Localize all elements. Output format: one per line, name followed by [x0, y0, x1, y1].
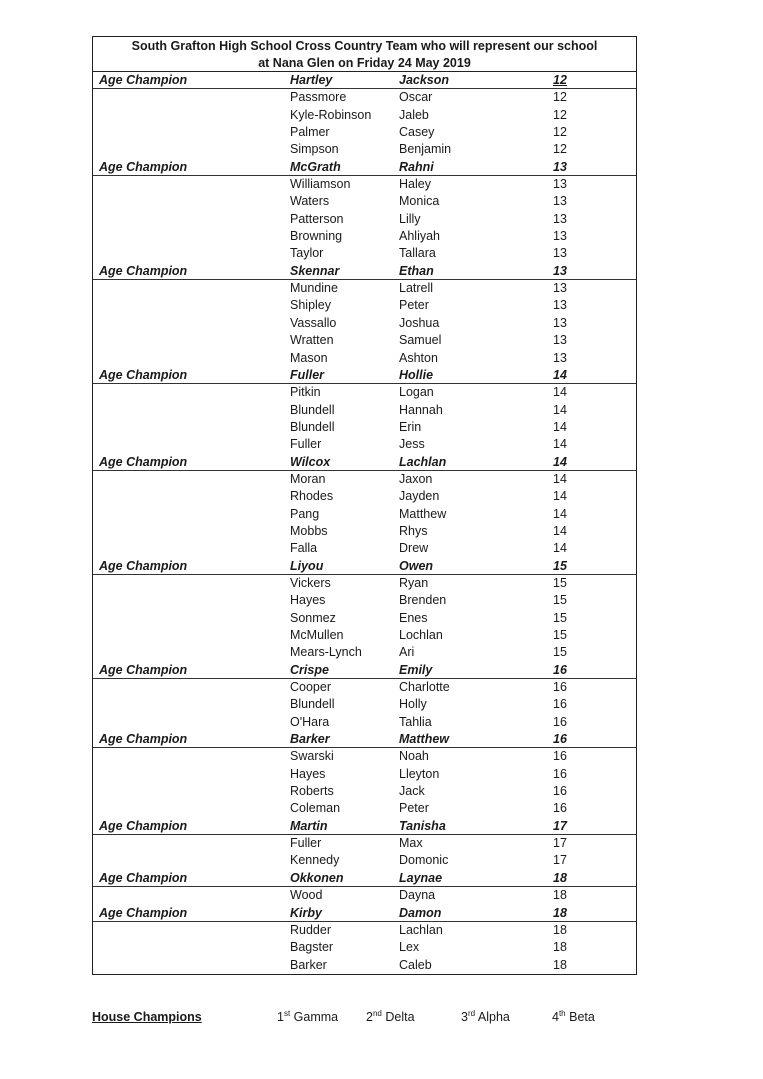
surname-cell: Hayes — [290, 593, 326, 608]
place-number: 2 — [366, 1010, 373, 1024]
age-cell: 14 — [553, 523, 567, 538]
age-cell: 12 — [553, 73, 567, 87]
first-name-cell: Lachlan — [399, 922, 443, 937]
first-name-cell: Rahni — [399, 159, 434, 174]
table-title — [93, 37, 636, 72]
member-row — [93, 523, 636, 540]
first-name-cell: Emily — [399, 662, 433, 677]
surname-cell: Moran — [290, 471, 326, 486]
age-cell: 13 — [553, 159, 567, 174]
age-cell: 14 — [553, 367, 567, 382]
first-name-cell: Matthew — [399, 506, 447, 521]
first-name-cell: Lleyton — [399, 766, 440, 781]
surname-cell: Mears-Lynch — [290, 645, 362, 660]
surname-cell: Bagster — [290, 940, 334, 955]
champion-label: Age Champion — [99, 367, 188, 382]
age-cell: 13 — [553, 298, 567, 313]
age-cell: 16 — [553, 714, 567, 729]
surname-cell: Mason — [290, 350, 328, 365]
first-name-cell: Brenden — [399, 593, 447, 608]
member-row — [93, 696, 636, 713]
member-row — [93, 575, 636, 592]
age-cell: 13 — [553, 281, 567, 296]
surname-cell: Rhodes — [290, 489, 334, 504]
first-name-cell: Jess — [399, 437, 425, 452]
first-name-cell: Ryan — [399, 575, 429, 590]
first-name-cell: Haley — [399, 177, 431, 192]
first-name-cell: Monica — [399, 194, 440, 209]
member-row — [93, 384, 636, 401]
house-place-3 — [461, 1008, 510, 1026]
house-champions — [92, 1008, 652, 1026]
age-cell: 15 — [553, 628, 567, 642]
age-cell: 14 — [553, 402, 567, 417]
champion-row — [93, 870, 636, 887]
first-name-cell: Casey — [399, 125, 435, 140]
age-cell: 16 — [553, 680, 567, 695]
surname-cell: Vassallo — [290, 315, 337, 330]
champion-label: Age Champion — [99, 263, 188, 278]
member-row — [93, 436, 636, 453]
first-name-cell: Jaleb — [399, 107, 429, 122]
surname-cell: Taylor — [290, 246, 324, 261]
member-row — [93, 922, 636, 939]
age-cell: 13 — [553, 263, 567, 278]
surname-cell: McGrath — [290, 159, 341, 174]
age-cell: 18 — [553, 870, 567, 885]
champion-row — [93, 558, 636, 575]
age-cell: 13 — [553, 229, 567, 244]
member-row — [93, 852, 636, 869]
first-name-cell: Erin — [399, 419, 422, 434]
champion-label: Age Champion — [99, 159, 188, 174]
surname-cell: Blundell — [290, 697, 335, 712]
member-row — [93, 228, 636, 245]
first-name-cell: Enes — [399, 610, 428, 625]
team-table — [92, 36, 637, 975]
champion-label: Age Champion — [99, 905, 188, 920]
age-cell: 13 — [553, 211, 567, 226]
age-cell: 17 — [553, 818, 567, 833]
surname-cell: Wood — [290, 888, 323, 903]
surname-cell: Falla — [290, 541, 318, 556]
champion-row — [93, 662, 636, 679]
age-cell: 13 — [553, 333, 567, 348]
champion-label: Age Champion — [99, 732, 188, 747]
first-name-cell: Lochlan — [399, 628, 443, 642]
first-name-cell: Lilly — [399, 211, 421, 226]
age-cell: 16 — [553, 766, 567, 781]
surname-cell: Crispe — [290, 662, 329, 677]
house-place-1 — [277, 1008, 338, 1026]
age-cell: 14 — [553, 541, 567, 556]
place-number: 3 — [461, 1010, 468, 1024]
first-name-cell: Ari — [399, 645, 415, 660]
champion-row — [93, 731, 636, 748]
house-place-2 — [366, 1008, 415, 1026]
surname-cell: Cooper — [290, 680, 331, 695]
member-row — [93, 714, 636, 731]
first-name-cell: Owen — [399, 558, 434, 573]
champion-row — [93, 367, 636, 384]
place-number: 4 — [552, 1010, 559, 1024]
first-name-cell: Laynae — [399, 870, 443, 885]
member-row — [93, 679, 636, 696]
member-row — [93, 766, 636, 783]
surname-cell: Patterson — [290, 211, 344, 226]
age-cell: 16 — [553, 697, 567, 712]
age-cell: 15 — [553, 610, 567, 625]
age-cell: 18 — [553, 922, 567, 937]
surname-cell: Sonmez — [290, 610, 336, 625]
house-name: Alpha — [477, 1010, 510, 1024]
surname-cell: Hartley — [290, 73, 333, 87]
first-name-cell: Ashton — [399, 350, 438, 365]
first-name-cell: Dayna — [399, 888, 436, 903]
age-cell: 16 — [553, 784, 567, 799]
surname-cell: Coleman — [290, 801, 341, 816]
champion-row — [93, 454, 636, 471]
age-cell: 15 — [553, 558, 567, 573]
house-name: Beta — [569, 1010, 595, 1024]
table-body — [93, 72, 636, 974]
age-cell: 12 — [553, 90, 567, 105]
surname-cell: Blundell — [290, 402, 335, 417]
member-row — [93, 124, 636, 141]
surname-cell: Mobbs — [290, 523, 328, 538]
first-name-cell: Charlotte — [399, 680, 450, 695]
title-line-1: South Grafton High School Cross Country Team who will represent our school — [131, 39, 598, 53]
age-cell: 14 — [553, 506, 567, 521]
member-row — [93, 540, 636, 557]
member-row — [93, 245, 636, 262]
house-name: Gamma — [293, 1010, 339, 1024]
age-cell: 16 — [553, 749, 567, 764]
champion-label: Age Champion — [99, 870, 188, 885]
surname-cell: Browning — [290, 229, 343, 244]
first-name-cell: Oscar — [399, 90, 433, 105]
first-name-cell: Joshua — [399, 315, 440, 330]
champion-row — [93, 905, 636, 922]
first-name-cell: Rhys — [399, 523, 428, 538]
first-name-cell: Tallara — [399, 246, 436, 261]
surname-cell: Simpson — [290, 142, 339, 157]
member-row — [93, 176, 636, 193]
surname-cell: Fuller — [290, 836, 322, 851]
surname-cell: Kennedy — [290, 853, 340, 868]
first-name-cell: Caleb — [399, 957, 432, 972]
surname-cell: Waters — [290, 194, 330, 209]
member-row — [93, 211, 636, 228]
age-cell: 13 — [553, 177, 567, 192]
champion-row — [93, 72, 636, 89]
surname-cell: Martin — [290, 818, 328, 833]
surname-cell: Wratten — [290, 333, 334, 348]
surname-cell: Shipley — [290, 298, 331, 313]
surname-cell: Fuller — [290, 437, 322, 452]
first-name-cell: Domonic — [399, 853, 449, 868]
member-row — [93, 332, 636, 349]
first-name-cell: Holly — [399, 697, 427, 712]
member-row — [93, 107, 636, 124]
first-name-cell: Ahliyah — [399, 229, 440, 244]
age-cell: 13 — [553, 246, 567, 261]
member-row — [93, 506, 636, 523]
member-row — [93, 315, 636, 332]
surname-cell: O'Hara — [290, 714, 330, 729]
member-row — [93, 592, 636, 609]
surname-cell: Palmer — [290, 125, 330, 140]
member-row — [93, 627, 636, 644]
member-row — [93, 297, 636, 314]
house-name: Delta — [385, 1010, 415, 1024]
title-line-2: at Nana Glen on Friday 24 May 2019 — [258, 56, 471, 70]
surname-cell: Swarski — [290, 749, 334, 764]
first-name-cell: Matthew — [399, 732, 449, 747]
first-name-cell: Ethan — [399, 263, 434, 278]
first-name-cell: Tahlia — [399, 714, 432, 729]
place-suffix: th — [558, 1009, 566, 1018]
member-row — [93, 471, 636, 488]
champion-label: Age Champion — [99, 73, 188, 87]
age-cell: 14 — [553, 385, 567, 400]
house-place-4 — [552, 1008, 595, 1026]
surname-cell: Barker — [290, 957, 327, 972]
champion-row — [93, 263, 636, 280]
member-row — [93, 748, 636, 765]
house-champions-label: House Champions — [92, 1010, 202, 1024]
member-row — [93, 887, 636, 904]
surname-cell: Fuller — [290, 367, 325, 382]
age-cell: 14 — [553, 437, 567, 452]
age-cell: 14 — [553, 471, 567, 486]
surname-cell: Passmore — [290, 90, 347, 105]
surname-cell: Vickers — [290, 575, 331, 590]
first-name-cell: Damon — [399, 905, 442, 920]
member-row — [93, 280, 636, 297]
age-cell: 16 — [553, 732, 567, 747]
age-cell: 15 — [553, 645, 567, 660]
first-name-cell: Jaxon — [399, 471, 433, 486]
surname-cell: Skennar — [290, 263, 340, 278]
place-suffix: nd — [372, 1009, 382, 1018]
first-name-cell: Hannah — [399, 402, 443, 417]
member-row — [93, 141, 636, 158]
first-name-cell: Noah — [399, 749, 429, 764]
age-cell: 13 — [553, 350, 567, 365]
age-cell: 14 — [553, 489, 567, 504]
surname-cell: Roberts — [290, 784, 334, 799]
age-cell: 15 — [553, 593, 567, 608]
age-cell: 18 — [553, 888, 567, 903]
first-name-cell: Tanisha — [399, 818, 446, 833]
age-cell: 12 — [553, 125, 567, 140]
surname-cell: Rudder — [290, 922, 331, 937]
champion-label: Age Champion — [99, 454, 188, 469]
champion-row — [93, 159, 636, 176]
surname-cell: Liyou — [290, 558, 324, 573]
age-cell: 18 — [553, 905, 567, 920]
place-suffix: st — [283, 1009, 291, 1018]
first-name-cell: Benjamin — [399, 142, 452, 157]
member-row — [93, 800, 636, 817]
first-name-cell: Jayden — [399, 489, 440, 504]
surname-cell: Mundine — [290, 281, 338, 296]
member-row — [93, 89, 636, 106]
place-suffix: rd — [467, 1009, 476, 1018]
member-row — [93, 488, 636, 505]
member-row — [93, 610, 636, 627]
member-row — [93, 644, 636, 661]
surname-cell: Williamson — [290, 177, 351, 192]
age-cell: 12 — [553, 107, 567, 122]
first-name-cell: Logan — [399, 385, 434, 400]
member-row — [93, 783, 636, 800]
surname-cell: McMullen — [290, 628, 344, 642]
age-cell: 12 — [553, 142, 567, 157]
age-cell: 14 — [553, 419, 567, 434]
member-row — [93, 350, 636, 367]
age-cell: 15 — [553, 575, 567, 590]
first-name-cell: Jack — [399, 784, 425, 799]
first-name-cell: Jackson — [399, 73, 450, 87]
place-number: 1 — [277, 1010, 284, 1024]
first-name-cell: Lachlan — [399, 454, 447, 469]
age-cell: 13 — [553, 194, 567, 209]
surname-cell: Kyle-Robinson — [290, 107, 372, 122]
surname-cell: Pitkin — [290, 385, 321, 400]
first-name-cell: Latrell — [399, 281, 434, 296]
first-name-cell: Peter — [399, 801, 429, 816]
member-row — [93, 939, 636, 956]
surname-cell: Barker — [290, 732, 330, 747]
surname-cell: Pang — [290, 506, 320, 521]
champion-label: Age Champion — [99, 558, 188, 573]
champion-label: Age Champion — [99, 662, 188, 677]
age-cell: 16 — [553, 801, 567, 816]
first-name-cell: Lex — [399, 940, 420, 955]
first-name-cell: Max — [399, 836, 423, 851]
member-row — [93, 193, 636, 210]
champion-label: Age Champion — [99, 818, 188, 833]
surname-cell: Blundell — [290, 419, 335, 434]
surname-cell: Wilcox — [290, 454, 331, 469]
age-cell: 18 — [553, 957, 567, 972]
first-name-cell: Samuel — [399, 333, 442, 348]
member-row — [93, 957, 636, 974]
age-cell: 16 — [553, 662, 567, 677]
age-cell: 14 — [553, 454, 567, 469]
surname-cell: Kirby — [290, 905, 322, 920]
age-cell: 13 — [553, 315, 567, 330]
first-name-cell: Hollie — [399, 367, 434, 382]
member-row — [93, 419, 636, 436]
first-name-cell: Drew — [399, 541, 429, 556]
age-cell: 17 — [553, 853, 567, 868]
age-cell: 17 — [553, 836, 567, 851]
champion-row — [93, 818, 636, 835]
member-row — [93, 402, 636, 419]
member-row — [93, 835, 636, 852]
surname-cell: Hayes — [290, 766, 326, 781]
surname-cell: Okkonen — [290, 870, 344, 885]
age-cell: 18 — [553, 940, 567, 955]
first-name-cell: Peter — [399, 298, 429, 313]
